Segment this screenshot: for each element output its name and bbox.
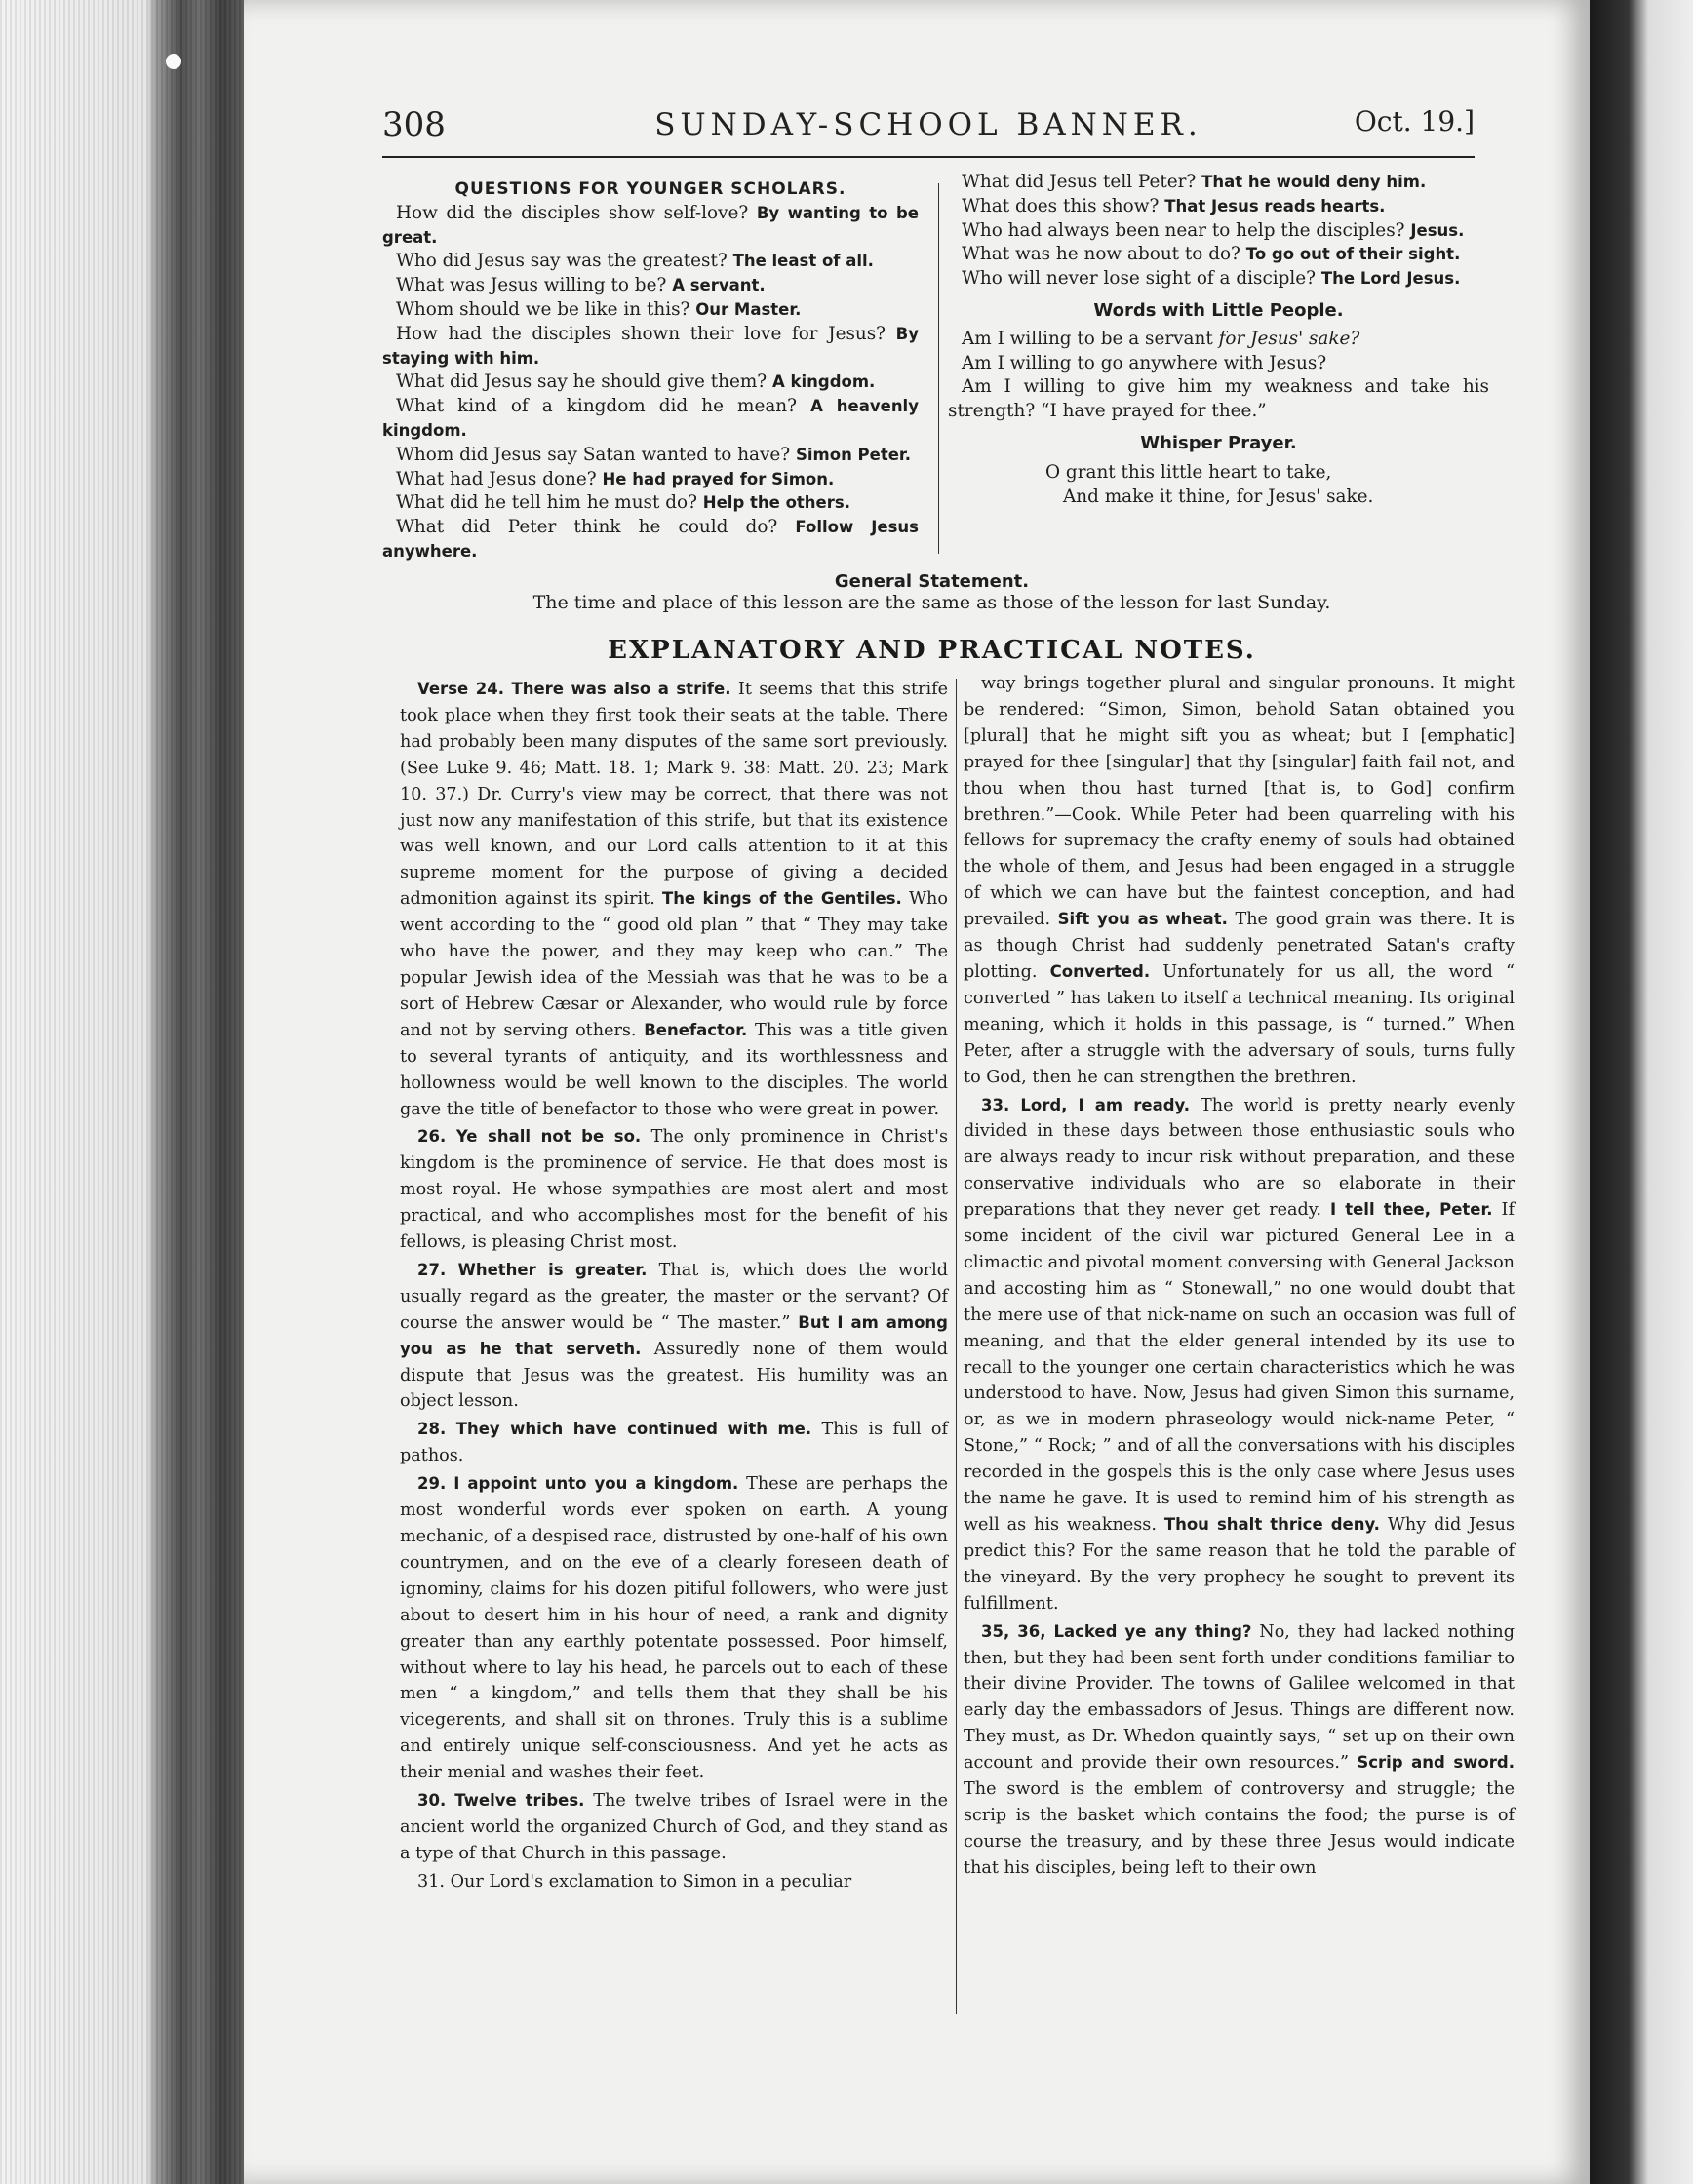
paper-speck [166, 54, 181, 69]
note-text: The world is pretty nearly evenly divided in these days between those enthusiastic souls who are always ready to incur risk without preparation, and these conservative individuals who are so elaborate in their preparations that they never get ready. [964, 1095, 1515, 1221]
note-paragraph [400, 1471, 948, 1786]
column-divider-top [938, 183, 939, 554]
note-heading: I tell thee, Peter. [1329, 1200, 1493, 1220]
answer-text: Jesus. [1410, 220, 1465, 240]
question-item [948, 219, 1489, 244]
questions-column-right [948, 171, 1489, 509]
note-text: The good grain was there. It is as though Christ had suddenly penetrated Satan's crafty plotting. [964, 910, 1515, 982]
question-text: What was he now about to do? [962, 244, 1240, 265]
answer-text: Simon Peter. [796, 445, 911, 464]
answer-text: By staying with him. [382, 324, 919, 368]
question-item [382, 370, 919, 395]
question-item [382, 202, 919, 251]
note-heading: But I am among you as he that serveth. [400, 1312, 948, 1358]
words-line-1: Am I willing to be a servant for Jesus' sake? [962, 328, 1360, 349]
question-item [382, 395, 919, 444]
prayer-line-2: And make it thine, for Jesus' sake. [1063, 486, 1374, 507]
question-text: What kind of a kingdom did he mean? [396, 396, 798, 417]
answer-text: Help the others. [702, 493, 850, 513]
note-text: Assuredly none of them would dispute that Jesus was the greatest. His humility was an object lesson. [400, 1339, 948, 1412]
note-paragraph [964, 671, 1515, 1091]
page-number: 308 [382, 105, 446, 144]
note-paragraph [964, 1619, 1515, 1882]
question-text: What did Jesus say he should give them? [396, 371, 768, 393]
note-text: The only prominence in Christ's kingdom is the prominence of service. He that does most is most royal. He whose sympathies are most alert and most practical, and who accomplishes most for the benefit of his fellows, is pleasing Christ most. [400, 1127, 948, 1253]
note-heading: Converted. [1049, 961, 1151, 981]
answer-text: A servant. [672, 276, 766, 295]
question-item [948, 267, 1489, 292]
notes-list-left [400, 677, 948, 1895]
note-text: It seems that this strife took place when they first took their seats at the table. There had probably been many disputes of the same sort previously. (See Luke 9. 46; Matt. 18. 1; Mark 9. 38: Matt. 20. 23; Mark 10. 37.) Dr. Curry's view may be correct, that there was not just now any manifestation of this strife, but that its existence was well known, and our Lord calls attention to it at this supreme moment for the purpose of giving a decided admonition against its spirit. [400, 680, 949, 910]
question-item [382, 444, 919, 468]
questions-list-left [382, 202, 919, 565]
question-text: What did he tell him he must do? [396, 492, 697, 514]
answer-text: The Lord Jesus. [1320, 269, 1461, 289]
note-heading: 33. Lord, I am ready. [981, 1095, 1191, 1114]
words-line-3: Am I willing to give him my weakness and take his strength? “I have prayed for thee.” [948, 376, 1489, 422]
questions-list-right [948, 171, 1489, 292]
question-item [382, 516, 919, 565]
note-heading: Scrip and sword. [1357, 1753, 1515, 1773]
answer-text: That Jesus reads hearts. [1164, 196, 1386, 215]
prayer-heading: Whisper Prayer. [1140, 432, 1297, 453]
note-text: The twelve tribes of Israel were in the ancient world the organized Church of God, and they stand as a type of that Church in this passage. [400, 1791, 949, 1863]
note-heading: Sift you as wheat. [1057, 910, 1228, 929]
question-text: Whom did Jesus say Satan wanted to have? [396, 444, 791, 465]
note-text: That is, which does the world usually regard as the greater, the master or the servant? Of course the answer would be “ The master.” [400, 1260, 948, 1333]
question-text: What did Peter think he could do? [396, 517, 778, 538]
note-heading: 29. I appoint unto you a kingdom. [417, 1474, 739, 1494]
note-heading: The kings of the Gentiles. [661, 889, 902, 909]
note-paragraph [400, 1788, 948, 1867]
general-statement-text: The time and place of this lesson are the same as those of the lesson for last Sunday. [532, 592, 1331, 613]
note-text: If some incident of the civil war pictured General Lee in a climactic and pivotal moment conversing with General Jackson and accosting him as “ Stonewall,” no one would doubt that the mere use of that nick-name on such an occasion was full of meaning, and that the elder general intended by its use to recall to the younger one certain characteristics which he was understood to have. Now, Jesus had given Simon this surname, or, as we in modern phraseology would nick-name Peter, “ Stone,” “ Rock; ” and of all the conversations with his disciples recorded in the gospels this is the only case where Jesus uses the name he gave. It is used to remind him of his strength as well as his weakness. [964, 1200, 1515, 1535]
adjacent-page-edge [1590, 0, 1693, 2184]
note-heading: 30. Twelve tribes. [417, 1791, 585, 1811]
notes-column-left [400, 677, 948, 1895]
question-text: What had Jesus done? [396, 468, 597, 489]
question-text: What does this show? [962, 195, 1160, 216]
answer-text: He had prayed for Simon. [602, 469, 835, 488]
words-heading: Words with Little People. [1093, 299, 1344, 321]
answer-text: By wanting to be great. [382, 203, 919, 247]
notes-title: EXPLANATORY AND PRACTICAL NOTES. [608, 636, 1256, 665]
questions-column-left [382, 177, 919, 565]
book-page [244, 0, 1590, 2184]
question-text: How had the disciples shown their love for Jesus? [396, 323, 886, 344]
note-heading: 26. Ye shall not be so. [417, 1127, 642, 1147]
note-heading: Benefactor. [644, 1020, 748, 1039]
issue-date: Oct. 19.] [1354, 105, 1475, 137]
note-text: Unfortunately for us all, the word “ converted ” has taken to itself a technical meaning. Its original meaning, which it holds in this passage, is “ turned.” When Peter, after a struggle with the adversary of souls, turns fully to God, then he can strengthen the brethren. [964, 961, 1515, 1087]
question-item [948, 243, 1489, 267]
note-heading: Thou shalt thrice deny. [1163, 1515, 1380, 1534]
answer-text: A heavenly kingdom. [382, 397, 919, 440]
question-text: Who did Jesus say was the greatest? [396, 251, 728, 272]
column-divider-bottom [956, 679, 957, 2014]
note-text: Why did Jesus predict this? For the same reason that he told the parable of the vineyard. By the very prophecy he sought to prevent its fulfillment. [964, 1515, 1515, 1614]
note-heading: 27. Whether is greater. [417, 1260, 648, 1279]
answer-text: A kingdom. [772, 372, 876, 392]
question-text: Who will never lose sight of a disciple? [962, 268, 1317, 290]
answer-text: To go out of their sight. [1245, 245, 1461, 264]
note-paragraph [400, 1124, 948, 1256]
question-item [382, 468, 919, 492]
note-paragraph [400, 677, 948, 1122]
note-text: These are perhaps the most wonderful words ever spoken on earth. A young mechanic, of a despised race, distrusted by one-half of his own countrymen, and on the eve of a clearly foreseen death of ignominy, claims for his dozen pitiful followers, who were just about to desert him in his hour of need, a rank and dignity greater than any earthly potentate possessed. Poor himself, without where to lay his head, he parcels out to each of these men “ a kingdom,” and tells them that they shall be his vicegerents, and shall sit on thrones. Truly this is a sublime and entirely unique self-consciousness. And yet he acts as their menial and washes their feet. [400, 1474, 948, 1783]
question-item [382, 274, 919, 298]
binding-texture [0, 0, 244, 2184]
note-text: way brings together plural and singular pronouns. It might be rendered: “Simon, Simon, behold Satan obtained you [plural] that he might sift you as wheat; but I [emphatic] prayed for thee [singular] that thy [singular] faith fail not, and thou when thou hast turned [that is, to God] confirm brethren.”—Cook. While Peter had been quarreling with his fellows for supremacy the crafty enemy of souls had obtained the whole of them, and Jesus had been engaged in a struggle of which we can have but the faintest conception, and had prevailed. [964, 674, 1515, 930]
notes-list-right [964, 671, 1515, 1882]
answer-text: Follow Jesus anywhere. [382, 518, 919, 561]
note-text: 31. Our Lord's exclamation to Simon in a peculiar [417, 1871, 852, 1892]
note-heading: Verse 24. There was also a strife. [417, 680, 731, 698]
note-text: No, they had lacked nothing then, but they had been sent forth under conditions familiar to their divine Provider. The towns of Galilee welcomed in that early day the embassadors of Jesus. Things are different now. They must, as Dr. Whedon quaintly says, “ set up on their own account and provide their own resources.” [964, 1621, 1515, 1774]
questions-heading: QUESTIONS FOR YOUNGER SCHOLARS. [454, 179, 846, 199]
prayer-line-1: O grant this little heart to take, [1045, 461, 1332, 483]
note-text: Who went according to the “ good old plan ” that “ They may take who have the power, and they may keep who can.” The popular Jewish idea of the Messiah was that he was to be a sort of Hebrew Cæsar or Alexander, who would rule by force and not by serving others. [400, 889, 948, 1040]
question-text: How did the disciples show self-love? [396, 202, 749, 223]
question-item [948, 171, 1489, 195]
general-statement [382, 571, 1481, 613]
notes-column-right [964, 671, 1515, 1882]
note-text: The sword is the emblem of controversy and struggle; the scrip is the basket which contains the food; the purse is of course the treasury, and by these three Jesus would indicate that his disciples, being left to their own [964, 1779, 1515, 1878]
note-paragraph [400, 1417, 948, 1469]
question-item [382, 491, 919, 516]
note-text: This is full of pathos. [400, 1420, 948, 1466]
note-heading: 28. They which have continued with me. [417, 1420, 812, 1439]
words-line-2: Am I willing to go anywhere with Jesus? [962, 352, 1327, 373]
note-paragraph [400, 1869, 948, 1895]
note-paragraph [964, 1093, 1515, 1618]
page-header [382, 105, 1475, 158]
journal-title: SUNDAY-SCHOOL BANNER. [654, 107, 1202, 142]
answer-text: That he would deny him. [1201, 173, 1427, 191]
note-heading: 35, 36, Lacked ye any thing? [981, 1621, 1252, 1641]
question-text: What did Jesus tell Peter? [962, 172, 1197, 192]
note-text: This was a title given to several tyrants of antiquity, and its worthlessness and hollowness would be well known to the disciples. The world gave the title of benefactor to those who were great in power. [400, 1020, 948, 1119]
question-item [382, 298, 919, 323]
answer-text: Our Master. [695, 299, 802, 319]
question-text: Who had always been near to help the disciples? [962, 219, 1405, 241]
answer-text: The least of all. [732, 252, 874, 271]
question-text: What was Jesus willing to be? [396, 275, 667, 296]
question-text: Whom should we be like in this? [396, 298, 690, 320]
general-statement-title: General Statement. [834, 571, 1030, 592]
note-paragraph [400, 1258, 948, 1415]
question-item [948, 195, 1489, 219]
question-item [382, 323, 919, 371]
question-item [382, 250, 919, 274]
